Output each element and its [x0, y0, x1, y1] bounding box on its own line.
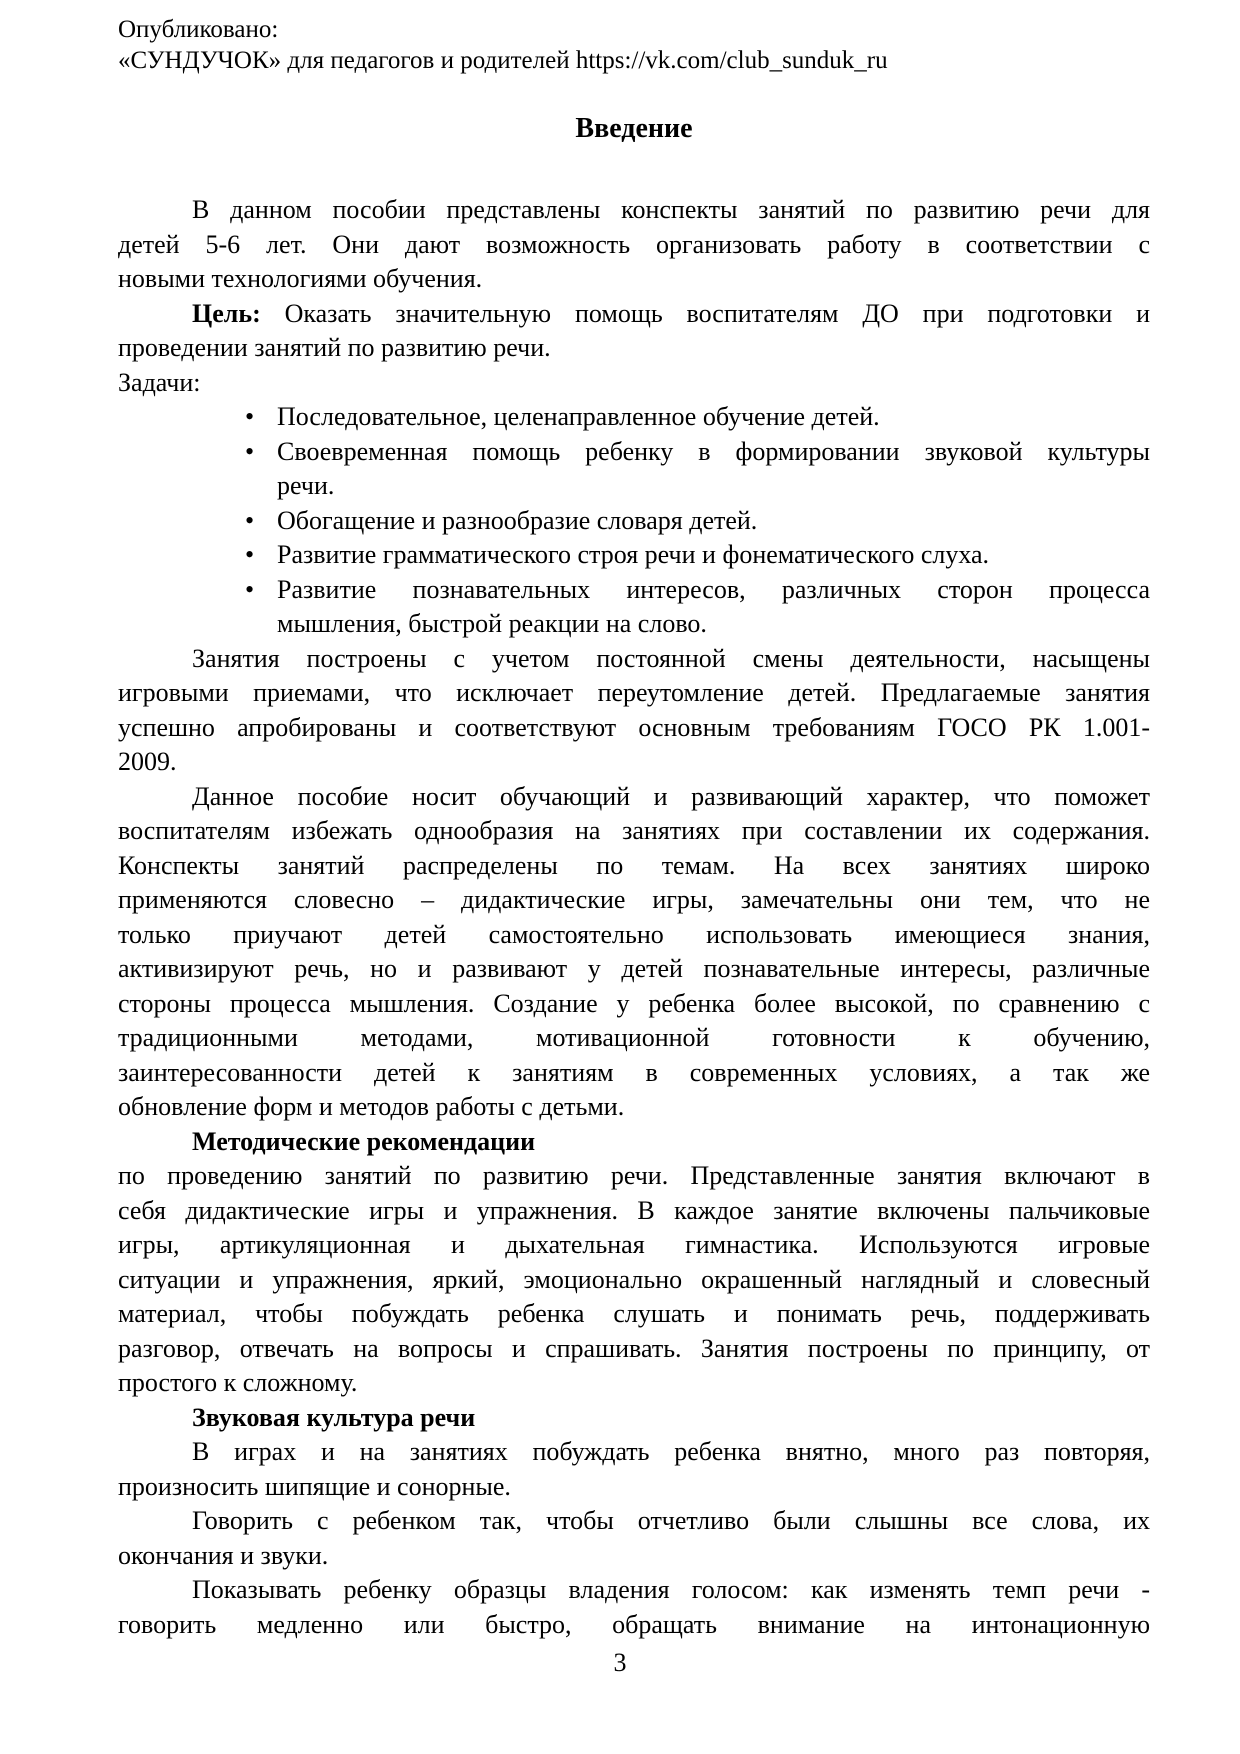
text-line: мышления, быстрой реакции на слово. [277, 609, 707, 638]
text-line: Данное пособие носит обучающий и развивающий характер, что поможет [192, 781, 1150, 811]
text-line: окончания и звуки. [118, 1540, 329, 1570]
text-line: новыми технологиями обучения. [118, 264, 483, 293]
text-line: Развитие грамматического строя речи и фонематического слуха. [277, 540, 990, 569]
goal-label: Цель: [192, 298, 261, 328]
text-line: воспитателям избежать однообразия на занятиях при составлении их содержания. [118, 816, 1150, 845]
text-line: успешно апробированы и соответствуют основным требованиям ГОСО РК 1.001- [118, 712, 1150, 742]
page-number: 3 [613, 1648, 627, 1677]
text-line: проведении занятий по развитию речи. [118, 333, 551, 362]
bullet-icon: • [245, 574, 255, 604]
text-line: ситуации и упражнения, яркий, эмоционально окрашенный наглядный и словесный [118, 1264, 1150, 1294]
page-header [0, 0, 1240, 76]
list-item [118, 504, 1150, 539]
document-body [118, 193, 1150, 1642]
tasks-label: Задачи: [118, 367, 201, 397]
text-line: говорить медленно или быстро, обращать внимание на интонационную [118, 1609, 1150, 1639]
text-line: Показывать ребенку образцы владения голосом: как изменять темп речи - [192, 1575, 1150, 1604]
text-line: игровыми приемами, что исключает переутомление детей. Предлагаемые занятия [118, 678, 1150, 707]
text-line: традиционными методами, мотивационной готовности к обучению, [118, 1023, 1150, 1052]
paragraph-goal [118, 297, 1150, 366]
list-item [118, 400, 1150, 435]
text-line: Развитие познавательных интересов, различных сторон процесса [277, 574, 1150, 604]
bullet-icon: • [245, 402, 255, 431]
source-line: «СУНДУЧОК» для педагогов и родителей https://vk.com/club_sunduk_ru [118, 47, 888, 74]
paragraph-sound-3 [118, 1573, 1150, 1642]
text-line: Занятия построены с учетом постоянной смены деятельности, насыщены [192, 643, 1150, 673]
text-line: Конспекты занятий распределены по темам. На всех занятиях широко [118, 850, 1150, 880]
text-line: детей 5-6 лет. Они дают возможность организовать работу в соответствии с [118, 229, 1150, 259]
sound-culture-heading: Звуковая культура речи [192, 1402, 476, 1432]
text-line: материал, чтобы побуждать ребенка слушать и понимать речь, поддерживать [118, 1299, 1150, 1328]
text-line: Обогащение и разнообразие словаря детей. [277, 505, 758, 535]
text-line: В играх и на занятиях побуждать ребенка внятно, много раз повторяя, [192, 1437, 1150, 1466]
list-item [118, 573, 1150, 642]
text-line: произносить шипящие и сонорные. [118, 1471, 511, 1501]
text-line: В данном пособии представлены конспекты занятий по развитию речи для [192, 195, 1150, 224]
list-item [118, 435, 1150, 504]
paragraph-intro [118, 193, 1150, 297]
text-line: себя дидактические игры и упражнения. В каждое занятие включены пальчиковые [118, 1195, 1150, 1225]
goal-text: Оказать значительную помощь воспитателям ДО при подготовки и [284, 298, 1150, 328]
text-line [118, 297, 1150, 332]
methods-heading: Методические рекомендации [192, 1126, 536, 1156]
bullet-icon: • [245, 540, 255, 569]
text-line: игры, артикуляционная и дыхательная гимнастика. Используются игровые [118, 1230, 1150, 1259]
text-line: активизируют речь, но и развивают у детей познавательные интересы, различные [118, 954, 1150, 983]
tasks-list [118, 400, 1150, 642]
text-line: простого к сложному. [118, 1368, 358, 1397]
paragraph-methods [118, 1159, 1150, 1401]
text-line: заинтересованности детей к занятиям в современных условиях, а так же [118, 1057, 1150, 1087]
list-item [118, 538, 1150, 573]
paragraph-structure [118, 642, 1150, 780]
text-line: Своевременная помощь ребенку в формировании звуковой культуры [277, 436, 1150, 466]
paragraph-sound-2 [118, 1504, 1150, 1573]
text-line: только приучают детей самостоятельно использовать имеющиеся знания, [118, 919, 1150, 949]
text-line: Последовательное, целенаправленное обучение детей. [277, 402, 880, 431]
text-line: разговор, отвечать на вопросы и спрашивать. Занятия построены по принципу, от [118, 1333, 1150, 1363]
bullet-icon: • [245, 505, 255, 535]
page-title: Введение [575, 113, 693, 144]
text-line: стороны процесса мышления. Создание у ребенка более высокой, по сравнению с [118, 988, 1150, 1018]
text-line: Говорить с ребенком так, чтобы отчетливо были слышны все слова, их [192, 1506, 1150, 1535]
text-line: обновление форм и методов работы с детьми. [118, 1092, 625, 1121]
paragraph-character [118, 780, 1150, 1125]
text-line: применяются словесно – дидактические игры, замечательны они тем, что не [118, 885, 1150, 914]
text-line: речи. [277, 471, 335, 500]
text-line: 2009. [118, 747, 177, 776]
published-label: Опубликовано: [118, 16, 279, 43]
bullet-icon: • [245, 436, 255, 466]
text-line: по проведению занятий по развитию речи. Представленные занятия включают в [118, 1161, 1150, 1190]
paragraph-sound-1 [118, 1435, 1150, 1504]
